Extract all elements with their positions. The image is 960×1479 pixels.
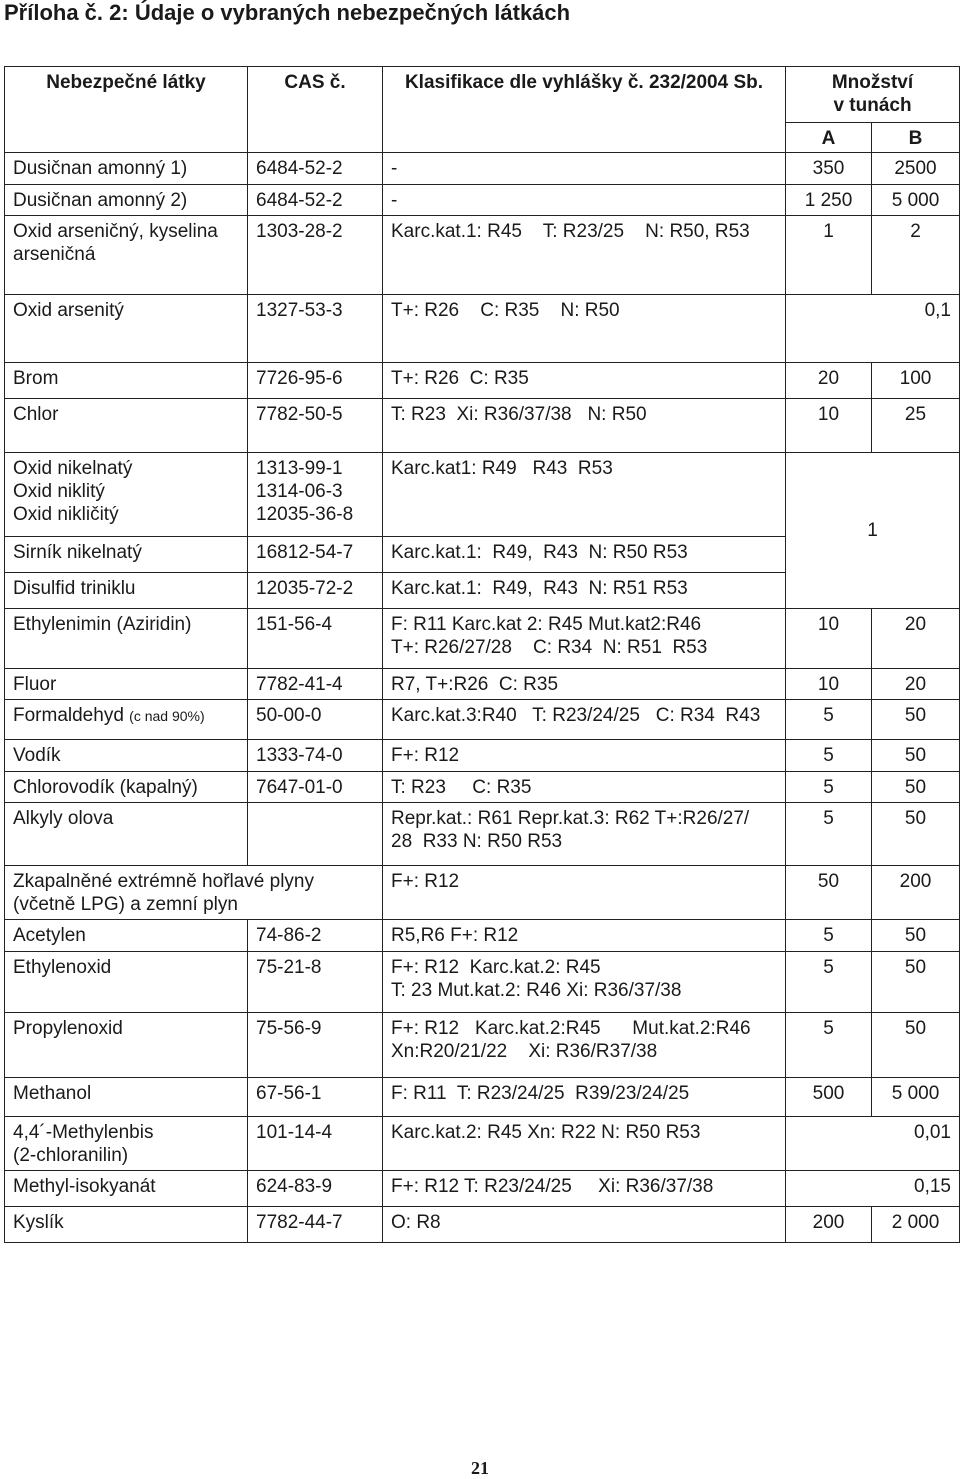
table-row bbox=[5, 1207, 960, 1243]
table-cell: 7782-50-5 bbox=[248, 399, 383, 453]
table-cell: Oxid arseničný, kyselina arseničná bbox=[5, 216, 248, 295]
table-cell: 50 bbox=[786, 866, 872, 920]
table-cell: 624-83-9 bbox=[248, 1171, 383, 1207]
table-cell: F+: R12 bbox=[383, 866, 786, 920]
table-cell: Chlor bbox=[5, 399, 248, 453]
table-cell: Propylenoxid bbox=[5, 1013, 248, 1078]
table-cell: Brom bbox=[5, 363, 248, 399]
header-quantity: Množství v tunách bbox=[786, 67, 960, 123]
header-substance: Nebezpečné látky bbox=[5, 67, 248, 153]
table-cell: Dusičnan amonný 1) bbox=[5, 153, 248, 185]
table-cell: Formaldehyd (c nad 90%) bbox=[5, 700, 248, 740]
table-cell: 50-00-0 bbox=[248, 700, 383, 740]
header-classification: Klasifikace dle vyhlášky č. 232/2004 Sb. bbox=[383, 67, 786, 153]
table-cell: T: R23 C: R35 bbox=[383, 772, 786, 803]
table-cell: Chlorovodík (kapalný) bbox=[5, 772, 248, 803]
table-cell: 50 bbox=[872, 952, 960, 1013]
table-row bbox=[5, 1013, 960, 1078]
table-cell: 10 bbox=[786, 669, 872, 700]
table-cell: Vodík bbox=[5, 740, 248, 772]
table-cell: 50 bbox=[872, 772, 960, 803]
table-cell: Alkyly olova bbox=[5, 803, 248, 866]
table-cell: 1313-99-1 1314-06-3 12035-36-8 bbox=[248, 453, 383, 537]
table-row bbox=[5, 363, 960, 399]
table-cell: 50 bbox=[872, 920, 960, 952]
table-row bbox=[5, 669, 960, 700]
table-row bbox=[5, 803, 960, 866]
table-cell: Karc.kat1: R49 R43 R53 bbox=[383, 453, 786, 537]
table-cell: T+: R26 C: R35 N: R50 bbox=[383, 295, 786, 363]
table-cell: 151-56-4 bbox=[248, 609, 383, 669]
table-cell: Methanol bbox=[5, 1078, 248, 1117]
header-col-b: B bbox=[872, 123, 960, 153]
table-cell: O: R8 bbox=[383, 1207, 786, 1243]
table-cell: - bbox=[383, 153, 786, 185]
table-cell: 50 bbox=[872, 700, 960, 740]
table-cell: 4,4´-Methylenbis (2-chloranilin) bbox=[5, 1117, 248, 1171]
table-cell: 74-86-2 bbox=[248, 920, 383, 952]
table-cell: Ethylenoxid bbox=[5, 952, 248, 1013]
table-cell: Acetylen bbox=[5, 920, 248, 952]
table-cell: 1 bbox=[786, 216, 872, 295]
table-cell: 2500 bbox=[872, 153, 960, 185]
table-cell: 0,01 bbox=[786, 1117, 960, 1171]
table-cell: 20 bbox=[872, 669, 960, 700]
table-row bbox=[5, 216, 960, 295]
table-cell: 200 bbox=[872, 866, 960, 920]
table-cell: 5 bbox=[786, 803, 872, 866]
table-cell: 1327-53-3 bbox=[248, 295, 383, 363]
table-cell: 350 bbox=[786, 153, 872, 185]
table-cell: 6484-52-2 bbox=[248, 153, 383, 185]
table-row bbox=[5, 700, 960, 740]
table-cell: 1303-28-2 bbox=[248, 216, 383, 295]
table-cell: Repr.kat.: R61 Repr.kat.3: R62 T+:R26/27/ 28 R33 N: R50 R53 bbox=[383, 803, 786, 866]
table-cell: 1 bbox=[786, 453, 960, 609]
table-cell: Karc.kat.1: R49, R43 N: R51 R53 bbox=[383, 573, 786, 609]
table-row bbox=[5, 399, 960, 453]
table-cell: F+: R12 T: R23/24/25 Xi: R36/37/38 bbox=[383, 1171, 786, 1207]
table-cell: Karc.kat.3:R40 T: R23/24/25 C: R34 R43 bbox=[383, 700, 786, 740]
table-cell: 0,15 bbox=[786, 1171, 960, 1207]
table-row bbox=[5, 453, 960, 537]
table-cell: 200 bbox=[786, 1207, 872, 1243]
table-cell: Karc.kat.1: R45 T: R23/25 N: R50, R53 bbox=[383, 216, 786, 295]
table-cell: F: R11 Karc.kat 2: R45 Mut.kat2:R46 T+: R26/27/28 C: R34 N: R51 R53 bbox=[383, 609, 786, 669]
table-cell: 5 bbox=[786, 772, 872, 803]
table-cell: 25 bbox=[872, 399, 960, 453]
table-cell: 12035-72-2 bbox=[248, 573, 383, 609]
table-row bbox=[5, 1078, 960, 1117]
table-cell: 10 bbox=[786, 399, 872, 453]
table-cell: Karc.kat.1: R49, R43 N: R50 R53 bbox=[383, 537, 786, 573]
page-title: Příloha č. 2: Údaje o vybraných nebezpečných látkách bbox=[4, 0, 571, 25]
table-cell: 50 bbox=[872, 803, 960, 866]
page-number: 21 bbox=[471, 1458, 489, 1478]
table-cell: - bbox=[383, 185, 786, 216]
header-cas: CAS č. bbox=[248, 67, 383, 153]
table-cell: 100 bbox=[872, 363, 960, 399]
table-cell: 5 000 bbox=[872, 1078, 960, 1117]
table-cell: 5 bbox=[786, 952, 872, 1013]
table-cell: 2 bbox=[872, 216, 960, 295]
table-cell: F+: R12 Karc.kat.2:R45 Mut.kat.2:R46 Xn:R20/21/22 Xi: R36/R37/38 bbox=[383, 1013, 786, 1078]
table-cell: Oxid nikelnatý Oxid niklitý Oxid nikličitý bbox=[5, 453, 248, 537]
table-cell: F+: R12 Karc.kat.2: R45 T: 23 Mut.kat.2: R46 Xi: R36/37/38 bbox=[383, 952, 786, 1013]
table-cell: 10 bbox=[786, 609, 872, 669]
table-cell: 67-56-1 bbox=[248, 1078, 383, 1117]
table-cell: Karc.kat.2: R45 Xn: R22 N: R50 R53 bbox=[383, 1117, 786, 1171]
table-row bbox=[5, 866, 960, 920]
table-cell: 1333-74-0 bbox=[248, 740, 383, 772]
table-cell: 20 bbox=[872, 609, 960, 669]
table-cell: 500 bbox=[786, 1078, 872, 1117]
table-row bbox=[5, 1171, 960, 1207]
table-cell: Methyl-isokyanát bbox=[5, 1171, 248, 1207]
table-cell: 5 bbox=[786, 740, 872, 772]
table-cell: 7782-44-7 bbox=[248, 1207, 383, 1243]
table-cell: F: R11 T: R23/24/25 R39/23/24/25 bbox=[383, 1078, 786, 1117]
table-cell: T+: R26 C: R35 bbox=[383, 363, 786, 399]
table-row bbox=[5, 740, 960, 772]
table-cell: R5,R6 F+: R12 bbox=[383, 920, 786, 952]
table-cell: 5 bbox=[786, 1013, 872, 1078]
header-col-a: A bbox=[786, 123, 872, 153]
table-cell: 75-21-8 bbox=[248, 952, 383, 1013]
table-cell: 50 bbox=[872, 1013, 960, 1078]
table-cell: Fluor bbox=[5, 669, 248, 700]
hazardous-substances-table bbox=[4, 66, 960, 1243]
table-cell: 2 000 bbox=[872, 1207, 960, 1243]
table-row bbox=[5, 295, 960, 363]
table-cell: Zkapalněné extrémně hořlavé plyny (včetně LPG) a zemní plyn bbox=[5, 866, 383, 920]
table-cell: 6484-52-2 bbox=[248, 185, 383, 216]
table-cell: 75-56-9 bbox=[248, 1013, 383, 1078]
table-cell: Sirník nikelnatý bbox=[5, 537, 248, 573]
table-cell: 5 bbox=[786, 700, 872, 740]
table-header-row bbox=[5, 67, 960, 123]
table-cell: 5 bbox=[786, 920, 872, 952]
table-cell: 7782-41-4 bbox=[248, 669, 383, 700]
table-cell: 5 000 bbox=[872, 185, 960, 216]
table-row bbox=[5, 920, 960, 952]
table-cell: 0,1 bbox=[786, 295, 960, 363]
table-cell: 101-14-4 bbox=[248, 1117, 383, 1171]
table-row bbox=[5, 952, 960, 1013]
table-cell: Kyslík bbox=[5, 1207, 248, 1243]
table-row bbox=[5, 153, 960, 185]
table-cell: 7647-01-0 bbox=[248, 772, 383, 803]
table-cell: R7, T+:R26 C: R35 bbox=[383, 669, 786, 700]
table-cell: Oxid arsenitý bbox=[5, 295, 248, 363]
table-row bbox=[5, 609, 960, 669]
table-row bbox=[5, 1117, 960, 1171]
table-cell: 1 250 bbox=[786, 185, 872, 216]
table-cell: 20 bbox=[786, 363, 872, 399]
table-row bbox=[5, 772, 960, 803]
table-cell: 16812-54-7 bbox=[248, 537, 383, 573]
table-cell: 50 bbox=[872, 740, 960, 772]
table-row bbox=[5, 185, 960, 216]
table-cell bbox=[248, 803, 383, 866]
table-cell: Dusičnan amonný 2) bbox=[5, 185, 248, 216]
table-cell: F+: R12 bbox=[383, 740, 786, 772]
table-cell: Ethylenimin (Aziridin) bbox=[5, 609, 248, 669]
table-cell: Disulfid triniklu bbox=[5, 573, 248, 609]
table-cell: 7726-95-6 bbox=[248, 363, 383, 399]
table-cell: T: R23 Xi: R36/37/38 N: R50 bbox=[383, 399, 786, 453]
